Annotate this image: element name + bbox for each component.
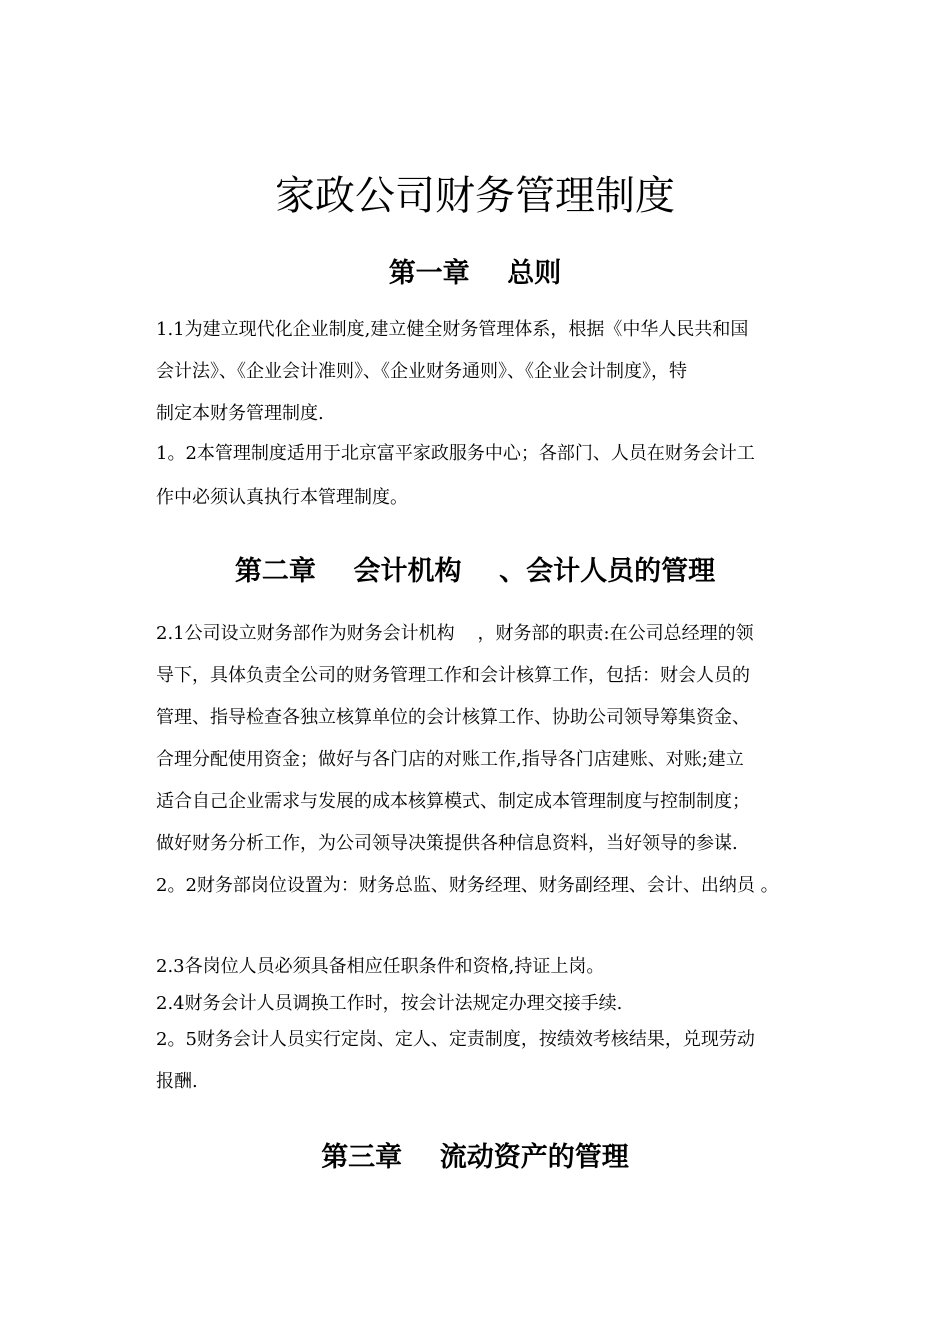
text-line: 2。5财务会计人员实行定岗、定人、定责制度，按绩效考核结果，兑现劳动 bbox=[156, 1029, 755, 1050]
clause-2-4 bbox=[156, 990, 816, 1018]
text-line: 合理分配使用资金；做好与各门店的对账工作,指导各门店建账、对账;建立 bbox=[156, 749, 744, 770]
text-line: 报酬. bbox=[156, 1071, 198, 1092]
text-line: 1.1为建立现代化企业制度,建立健全财务管理体系，根据《中华人民共和国 bbox=[156, 319, 749, 340]
text-line: 作中必须认真执行本管理制度。 bbox=[156, 487, 408, 508]
text-line: 导下，具体负责全公司的财务管理工作和会计核算工作，包括：财会人员的 bbox=[156, 665, 750, 686]
clause-2-1 bbox=[156, 620, 816, 858]
clause-1-1 bbox=[156, 316, 816, 438]
chapter-1-heading: 第一章 总则 bbox=[388, 258, 562, 289]
text-line: 1。2本管理制度适用于北京富平家政服务中心；各部门、人员在财务会计工 bbox=[156, 443, 755, 464]
text-line: 会计法》、《企业会计准则》、《企业财务通则》、《企业会计制度》，特 bbox=[156, 361, 687, 382]
clause-2-2 bbox=[156, 872, 816, 900]
text-line: 适合自己企业需求与发展的成本核算模式、制定成本管理制度与控制制度； bbox=[156, 791, 750, 812]
clause-1-2 bbox=[156, 440, 816, 512]
chapter-2-heading: 第二章 会计机构 、会计人员的管理 bbox=[234, 556, 716, 587]
text-line: 2.4财务会计人员调换工作时，按会计法规定办理交接手续. bbox=[156, 993, 623, 1014]
text-line: 2.3各岗位人员必须具备相应任职条件和资格,持证上岗。 bbox=[156, 956, 605, 977]
text-line: 2.1公司设立财务部作为财务会计机构 ，财务部的职责:在公司总经理的领 bbox=[156, 623, 754, 644]
document-title: 家政公司财务管理制度 bbox=[275, 173, 675, 219]
clause-2-3 bbox=[156, 953, 816, 981]
text-line: 2。2财务部岗位设置为：财务总监、财务经理、财务副经理、会计、出纳员 。 bbox=[156, 875, 779, 896]
chapter-3-heading: 第三章 流动资产的管理 bbox=[321, 1142, 629, 1173]
text-line: 做好财务分析工作，为公司领导决策提供各种信息资料，当好领导的参谋. bbox=[156, 833, 738, 854]
text-line: 管理、指导检查各独立核算单位的会计核算工作、协助公司领导筹集资金、 bbox=[156, 707, 750, 728]
clause-2-5 bbox=[156, 1026, 816, 1096]
text-line: 制定本财务管理制度. bbox=[156, 403, 324, 424]
